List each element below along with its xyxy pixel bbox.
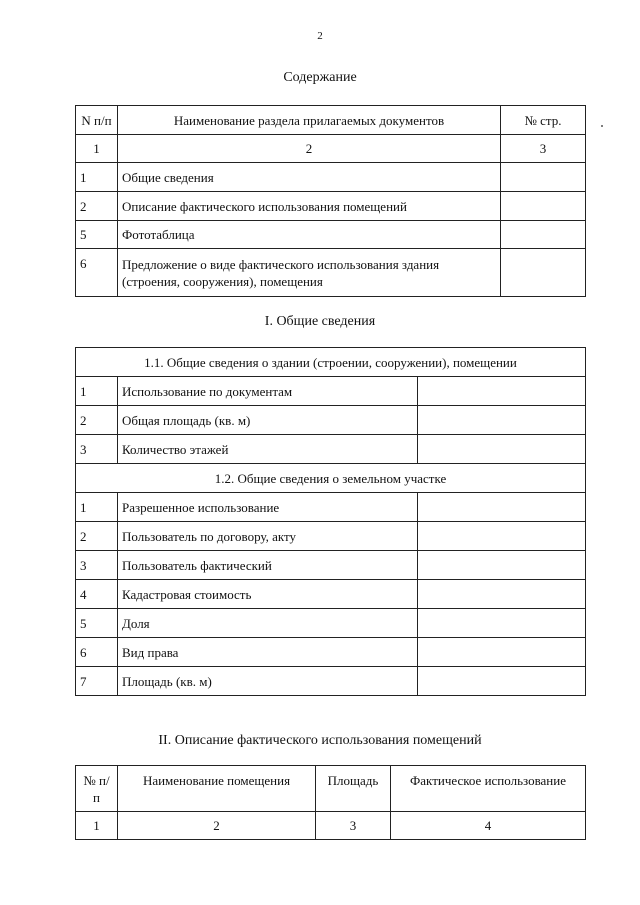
row-value <box>418 522 586 551</box>
row-num: 5 <box>76 609 118 638</box>
row-label: Количество этажей <box>118 435 418 464</box>
premises-usage-table <box>75 765 586 840</box>
row-label: Разрешенное использование <box>118 493 418 522</box>
row-num: 1 <box>76 377 118 406</box>
table-row <box>76 522 586 551</box>
row-label: Использование по документам <box>118 377 418 406</box>
row-label: Площадь (кв. м) <box>118 667 418 696</box>
index-cell: 1 <box>76 812 118 840</box>
row-name: Фототаблица <box>118 221 501 249</box>
section2-title: II. Описание фактического использования помещений <box>158 733 482 748</box>
page-number: 2 <box>317 30 323 42</box>
premises-header-row <box>76 766 586 812</box>
index-cell: 3 <box>501 135 586 163</box>
index-cell: 2 <box>118 812 316 840</box>
table-row <box>76 249 586 297</box>
contents-title: Содержание <box>283 70 357 85</box>
table-row <box>76 638 586 667</box>
row-page <box>501 163 586 192</box>
row-num: 1 <box>76 493 118 522</box>
col-header-page: № стр. <box>501 106 586 135</box>
table-row <box>76 551 586 580</box>
row-value <box>418 493 586 522</box>
row-label: Доля <box>118 609 418 638</box>
table-row <box>76 221 586 249</box>
row-page <box>501 192 586 221</box>
col-header-room-name: Наименование помещения <box>118 766 316 812</box>
row-num: 3 <box>76 551 118 580</box>
contents-table <box>75 105 586 297</box>
scan-speck <box>601 125 603 127</box>
index-cell: 1 <box>76 135 118 163</box>
row-value <box>418 580 586 609</box>
land-subheader-row <box>76 464 586 493</box>
row-page <box>501 221 586 249</box>
row-label: Пользователь по договору, акту <box>118 522 418 551</box>
table-row <box>76 406 586 435</box>
row-value <box>418 406 586 435</box>
building-subheader: 1.1. Общие сведения о здании (строении, сооружении), помещении <box>76 348 586 377</box>
row-label: Общая площадь (кв. м) <box>118 406 418 435</box>
row-name: Общие сведения <box>118 163 501 192</box>
contents-header-row <box>76 106 586 135</box>
row-num: 1 <box>76 163 118 192</box>
row-page <box>501 249 586 297</box>
row-num: 4 <box>76 580 118 609</box>
table-row <box>76 609 586 638</box>
premises-index-row <box>76 812 586 840</box>
row-num: 2 <box>76 522 118 551</box>
row-value <box>418 551 586 580</box>
row-name: Описание фактического использования помещений <box>118 192 501 221</box>
index-cell: 3 <box>316 812 391 840</box>
row-num: 2 <box>76 406 118 435</box>
row-num: 7 <box>76 667 118 696</box>
land-subheader: 1.2. Общие сведения о земельном участке <box>76 464 586 493</box>
row-label: Кадастровая стоимость <box>118 580 418 609</box>
row-num: 5 <box>76 221 118 249</box>
col-header-num: № п/п <box>76 766 118 812</box>
table-row <box>76 580 586 609</box>
col-header-num: N п/п <box>76 106 118 135</box>
row-value <box>418 667 586 696</box>
row-name: Предложение о виде фактического использования здания (строения, сооружения), помещения <box>118 249 501 297</box>
row-label: Вид права <box>118 638 418 667</box>
contents-index-row <box>76 135 586 163</box>
row-num: 6 <box>76 638 118 667</box>
row-value <box>418 435 586 464</box>
col-header-section: Наименование раздела прилагаемых документов <box>118 106 501 135</box>
table-row <box>76 435 586 464</box>
table-row <box>76 192 586 221</box>
col-header-area: Площадь <box>316 766 391 812</box>
index-cell: 4 <box>391 812 586 840</box>
index-cell: 2 <box>118 135 501 163</box>
table-row <box>76 377 586 406</box>
row-num: 6 <box>76 249 118 297</box>
table-row <box>76 493 586 522</box>
table-row <box>76 163 586 192</box>
row-num: 3 <box>76 435 118 464</box>
row-num: 2 <box>76 192 118 221</box>
row-value <box>418 609 586 638</box>
general-info-table <box>75 347 586 696</box>
col-header-actual-use: Фактическое использование <box>391 766 586 812</box>
row-label: Пользователь фактический <box>118 551 418 580</box>
section1-title: I. Общие сведения <box>264 314 376 329</box>
row-value <box>418 377 586 406</box>
row-value <box>418 638 586 667</box>
table-row <box>76 667 586 696</box>
building-subheader-row <box>76 348 586 377</box>
